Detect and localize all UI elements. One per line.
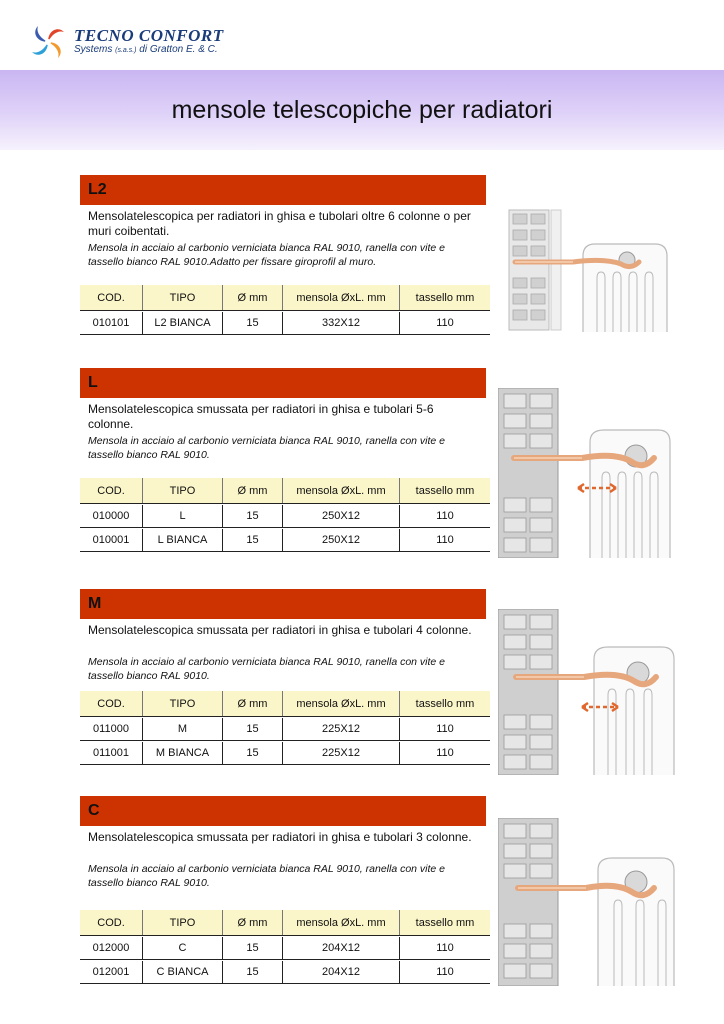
- cell-cod: 010001: [80, 529, 143, 551]
- cell-diametro: 15: [223, 529, 283, 551]
- section-details: Mensola in acciaio al carbonio verniciata bianca RAL 9010, ranella con vite e tassello bianco RAL 9010.: [88, 656, 446, 682]
- col-cod: COD.: [80, 691, 143, 716]
- section-description: Mensolatelescopica smussata per radiatori in ghisa e tubolari 5-6 colonne.: [88, 402, 434, 431]
- col-mensola: mensola ØxL. mm: [283, 910, 400, 935]
- col-cod: COD.: [80, 910, 143, 935]
- cell-tassello: 110: [436, 747, 454, 759]
- section-details: Mensola in acciaio al carbonio verniciata bianca RAL 9010, ranella con vite e tassello bianco RAL 9010.: [88, 435, 446, 461]
- col-tassello: tassello mm: [415, 697, 475, 710]
- cell-cod: 010000: [80, 505, 143, 527]
- cell-tipo: C BIANCA: [143, 961, 223, 983]
- col-tipo: TIPO: [143, 285, 223, 310]
- bracket-illustration-l: [498, 388, 676, 558]
- cell-mensola: 204X12: [283, 961, 400, 983]
- section-details: Mensola in acciaio al carbonio verniciata bianca RAL 9010, ranella con vite e tassello bianco RAL 9010.Adatto per fissare giroprofil al muro.: [88, 242, 446, 268]
- cell-cod: 010101: [80, 312, 143, 334]
- title-banner: [0, 70, 724, 150]
- col-mensola: mensola ØxL. mm: [283, 285, 400, 310]
- cell-diametro: 15: [223, 505, 283, 527]
- brand-subtitle-small: (s.a.s.): [115, 47, 137, 54]
- cell-mensola: 332X12: [283, 312, 400, 334]
- cell-diametro: 15: [223, 961, 283, 983]
- col-tipo: TIPO: [143, 910, 223, 935]
- cell-tipo: L: [143, 505, 223, 527]
- brand-subtitle: [74, 44, 218, 55]
- cell-cod: 012000: [80, 937, 143, 959]
- section-description: Mensolatelescopica smussata per radiatori in ghisa e tubolari 3 colonne.: [88, 830, 472, 844]
- cell-tipo: C: [143, 937, 223, 959]
- cell-tipo: L BIANCA: [143, 529, 223, 551]
- col-diametro: Ø mm: [223, 691, 283, 716]
- cell-diametro: 15: [223, 742, 283, 764]
- bracket-illustration-c: [498, 818, 676, 986]
- col-tassello: tassello mm: [415, 484, 475, 497]
- cell-cod: 012001: [80, 961, 143, 983]
- cell-tipo: M: [143, 718, 223, 740]
- bracket-illustration-l2: [505, 208, 671, 332]
- cell-tassello: 110: [436, 534, 454, 546]
- section-code: C: [88, 802, 100, 819]
- table-row: [80, 937, 490, 960]
- bracket-illustration-m: [498, 609, 676, 775]
- table-row: [80, 529, 490, 552]
- cell-tassello: 110: [436, 966, 454, 978]
- page-title: mensole telescopiche per radiatori: [171, 96, 553, 124]
- cell-mensola: 204X12: [283, 937, 400, 959]
- table-row: [80, 505, 490, 528]
- cell-tassello: 110: [436, 510, 454, 522]
- cell-tassello: 110: [436, 317, 454, 329]
- table-row: [80, 718, 490, 741]
- cell-tassello: 110: [436, 723, 454, 735]
- cell-cod: 011000: [80, 718, 143, 740]
- col-tipo: TIPO: [143, 691, 223, 716]
- col-tipo: TIPO: [143, 478, 223, 503]
- cell-diametro: 15: [223, 937, 283, 959]
- section-details: Mensola in acciaio al carbonio verniciata bianca RAL 9010, ranella con vite e tassello bianco RAL 9010.: [88, 863, 446, 889]
- cell-mensola: 225X12: [283, 718, 400, 740]
- col-diametro: Ø mm: [223, 285, 283, 310]
- cell-cod: 011001: [80, 742, 143, 764]
- table-header: [80, 691, 490, 717]
- table-header: [80, 285, 490, 311]
- table-row: [80, 742, 490, 765]
- col-tassello: tassello mm: [415, 916, 475, 929]
- cell-diametro: 15: [223, 718, 283, 740]
- brand-name: TECNO CONFORT: [74, 26, 224, 45]
- table-row: [80, 312, 490, 335]
- section-header: [80, 175, 486, 205]
- table-row: [80, 961, 490, 984]
- section-code: M: [88, 595, 102, 612]
- col-mensola: mensola ØxL. mm: [283, 478, 400, 503]
- brand-subtitle-post: di Gratton E. & C.: [139, 44, 218, 55]
- col-mensola: mensola ØxL. mm: [283, 691, 400, 716]
- col-cod: COD.: [80, 285, 143, 310]
- cell-mensola: 250X12: [283, 505, 400, 527]
- section-code: L: [88, 374, 98, 391]
- brand-logo: [28, 22, 268, 64]
- section-header: [80, 589, 486, 619]
- section-header: [80, 796, 486, 826]
- cell-mensola: 250X12: [283, 529, 400, 551]
- tecno-confort-swirl-icon: [28, 22, 68, 62]
- cell-tipo: L2 BIANCA: [143, 312, 223, 334]
- cell-tipo: M BIANCA: [143, 742, 223, 764]
- section-description: Mensolatelescopica per radiatori in ghisa e tubolari oltre 6 colonne o per muri coibentati.: [88, 209, 471, 238]
- cell-diametro: 15: [223, 312, 283, 334]
- table-header: [80, 910, 490, 936]
- col-tassello: tassello mm: [415, 291, 475, 304]
- cell-tassello: 110: [436, 942, 454, 954]
- col-diametro: Ø mm: [223, 910, 283, 935]
- section-code: L2: [88, 181, 107, 198]
- table-header: [80, 478, 490, 504]
- brand-subtitle-pre: Systems: [74, 44, 113, 55]
- col-diametro: Ø mm: [223, 478, 283, 503]
- section-description: Mensolatelescopica smussata per radiatori in ghisa e tubolari 4 colonne.: [88, 623, 472, 637]
- section-header: [80, 368, 486, 398]
- col-cod: COD.: [80, 478, 143, 503]
- cell-mensola: 225X12: [283, 742, 400, 764]
